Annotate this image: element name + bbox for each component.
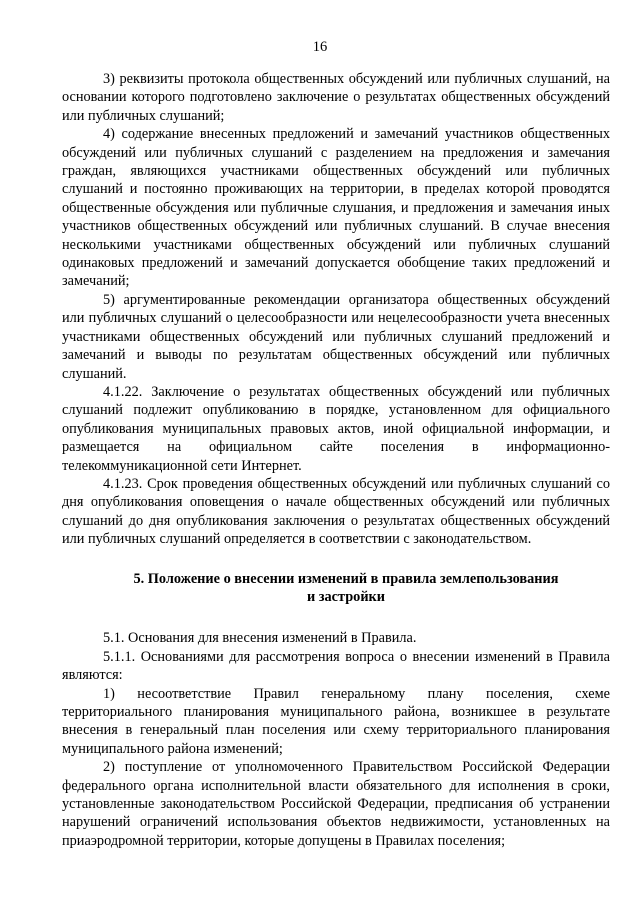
paragraph-4-1-23: 4.1.23. Срок проведения общественных обсуждений или публичных слушаний со дня опубликования оповещения о начале общественных обсуждений или публичных слушаний до дня опубликования заключения о результатах общественных обсуждений или публичных слушаний определяется в соответствии с законодательством. [62, 475, 610, 548]
section-4-continuation [62, 70, 610, 549]
paragraph-item-3: 3) реквизиты протокола общественных обсуждений или публичных слушаний, на основании которого подготовлено заключение о результатах общественных обсуждений или публичных слушаний; [62, 71, 610, 124]
paragraph-5-1: 5.1. Основания для внесения изменений в Правила. [103, 630, 417, 647]
section-5-body [62, 629, 610, 850]
paragraph-item-2: 2) поступление от уполномоченного Правительством Российской Федерации федерального органа исполнительной власти обязательного для исполнения в сроки, установленные законодательством Российской Федерации, предписания об устранении нарушений ограничений использования объектов недвижимости, установленных на приаэродромной территории, которые допущены в Правилах поселения; [62, 759, 610, 849]
paragraph-item-5: 5) аргументированные рекомендации организатора общественных обсуждений или публичных слушаний о целесообразности или нецелесообразности учета внесенных участниками общественных обсуждений или публичных слушаний предложений и замечаний и выводы по результатам общественных обсуждений или публичных слушаний. [62, 291, 610, 382]
paragraph-5-1-1: 5.1.1. Основаниями для рассмотрения вопроса о внесении изменений в Правила являются: [62, 648, 610, 684]
document-body [62, 70, 610, 850]
section-5-heading-line2: и застройки [306, 588, 386, 605]
paragraph-4-1-22: 4.1.22. Заключение о результатах общественных обсуждений или публичных слушаний подлежит опубликованию в порядке, установленном для официального опубликования муниципальных правовых актов, иной официальной информации, и размещается на официальном сайте поселения в информационно-телекоммуникационной сети Интернет. [62, 383, 610, 474]
paragraph-item-4: 4) содержание внесенных предложений и замечаний участников общественных обсуждений или публичных слушаний с разделением на предложения и замечания граждан, являющихся участниками общественных обсуждений или публичных слушаний и постоянно проживающих на территории, в пределах которой проводятся общественные обсуждения или публичные слушания, и предложения и замечания иных участников общественных обсуждений или публичных слушаний. В случае внесения несколькими участниками общественных обсуждений или публичных слушаний одинаковых предложений и замечаний допускается обобщение таких предложений и замечаний; [62, 126, 610, 290]
page-number: 16 [312, 39, 328, 55]
section-5-heading [62, 570, 610, 607]
paragraph-item-1: 1) несоответствие Правил генеральному плану поселения, схеме территориального планирования муниципального района, возникшее в результате внесения в генеральный план поселения или схему территориального планирования муниципального района изменений; [62, 685, 610, 757]
section-5-heading-line1: 5. Положение о внесении изменений в правила землепользования [133, 570, 559, 587]
